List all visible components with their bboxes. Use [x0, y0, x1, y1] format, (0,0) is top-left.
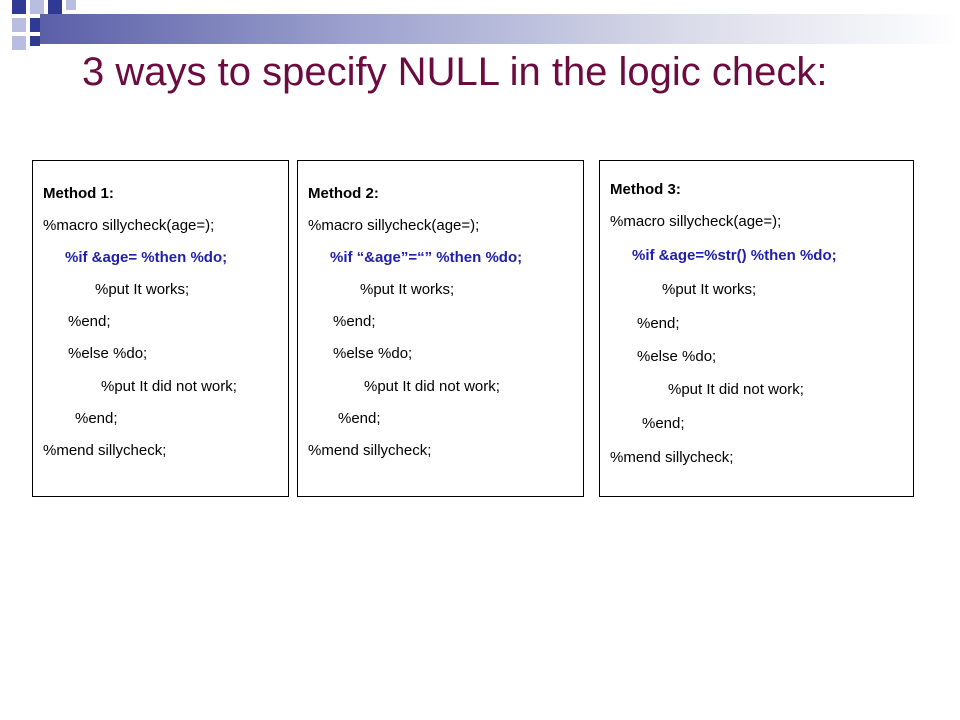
- code-line: %end;: [75, 410, 118, 427]
- method-3-box: [599, 160, 914, 497]
- decorative-square: [48, 0, 62, 14]
- code-line-condition: %if “&age”=“” %then %do;: [330, 249, 523, 266]
- decorative-square: [66, 0, 76, 10]
- decorative-square: [30, 0, 44, 14]
- code-line: %end;: [637, 315, 680, 332]
- code-line-condition: %if &age= %then %do;: [65, 249, 228, 266]
- code-line: %end;: [333, 313, 376, 330]
- decorative-square: [12, 36, 26, 50]
- code-line: %mend sillycheck;: [43, 442, 167, 459]
- decorative-square: [30, 36, 40, 46]
- code-line: %end;: [338, 410, 381, 427]
- code-line: %else %do;: [637, 348, 717, 365]
- decorative-square: [12, 0, 26, 14]
- method-heading: Method 2:: [308, 185, 379, 202]
- decorative-square: [12, 18, 26, 32]
- code-line: %macro sillycheck(age=);: [43, 217, 215, 234]
- code-line: %put It works;: [95, 281, 190, 298]
- method-2-box: [297, 160, 584, 497]
- method-heading: Method 3:: [610, 181, 681, 198]
- slide-title: 3 ways to specify NULL in the logic check:: [82, 50, 828, 94]
- code-line-condition: %if &age=%str() %then %do;: [632, 247, 837, 264]
- code-line: %macro sillycheck(age=);: [610, 213, 782, 230]
- code-line: %macro sillycheck(age=);: [308, 217, 480, 234]
- code-line: %mend sillycheck;: [610, 449, 734, 466]
- method-heading: Method 1:: [43, 185, 114, 202]
- code-line: %put It did not work;: [364, 378, 500, 395]
- code-line: %end;: [68, 313, 111, 330]
- header-gradient-bar: [40, 14, 960, 44]
- code-line: %end;: [642, 415, 685, 432]
- code-line: %else %do;: [333, 345, 413, 362]
- code-line: %put It works;: [360, 281, 455, 298]
- code-line: %mend sillycheck;: [308, 442, 432, 459]
- code-line: %else %do;: [68, 345, 148, 362]
- code-line: %put It works;: [662, 281, 757, 298]
- method-1-box: [32, 160, 289, 497]
- code-line: %put It did not work;: [668, 381, 804, 398]
- code-line: %put It did not work;: [101, 378, 237, 395]
